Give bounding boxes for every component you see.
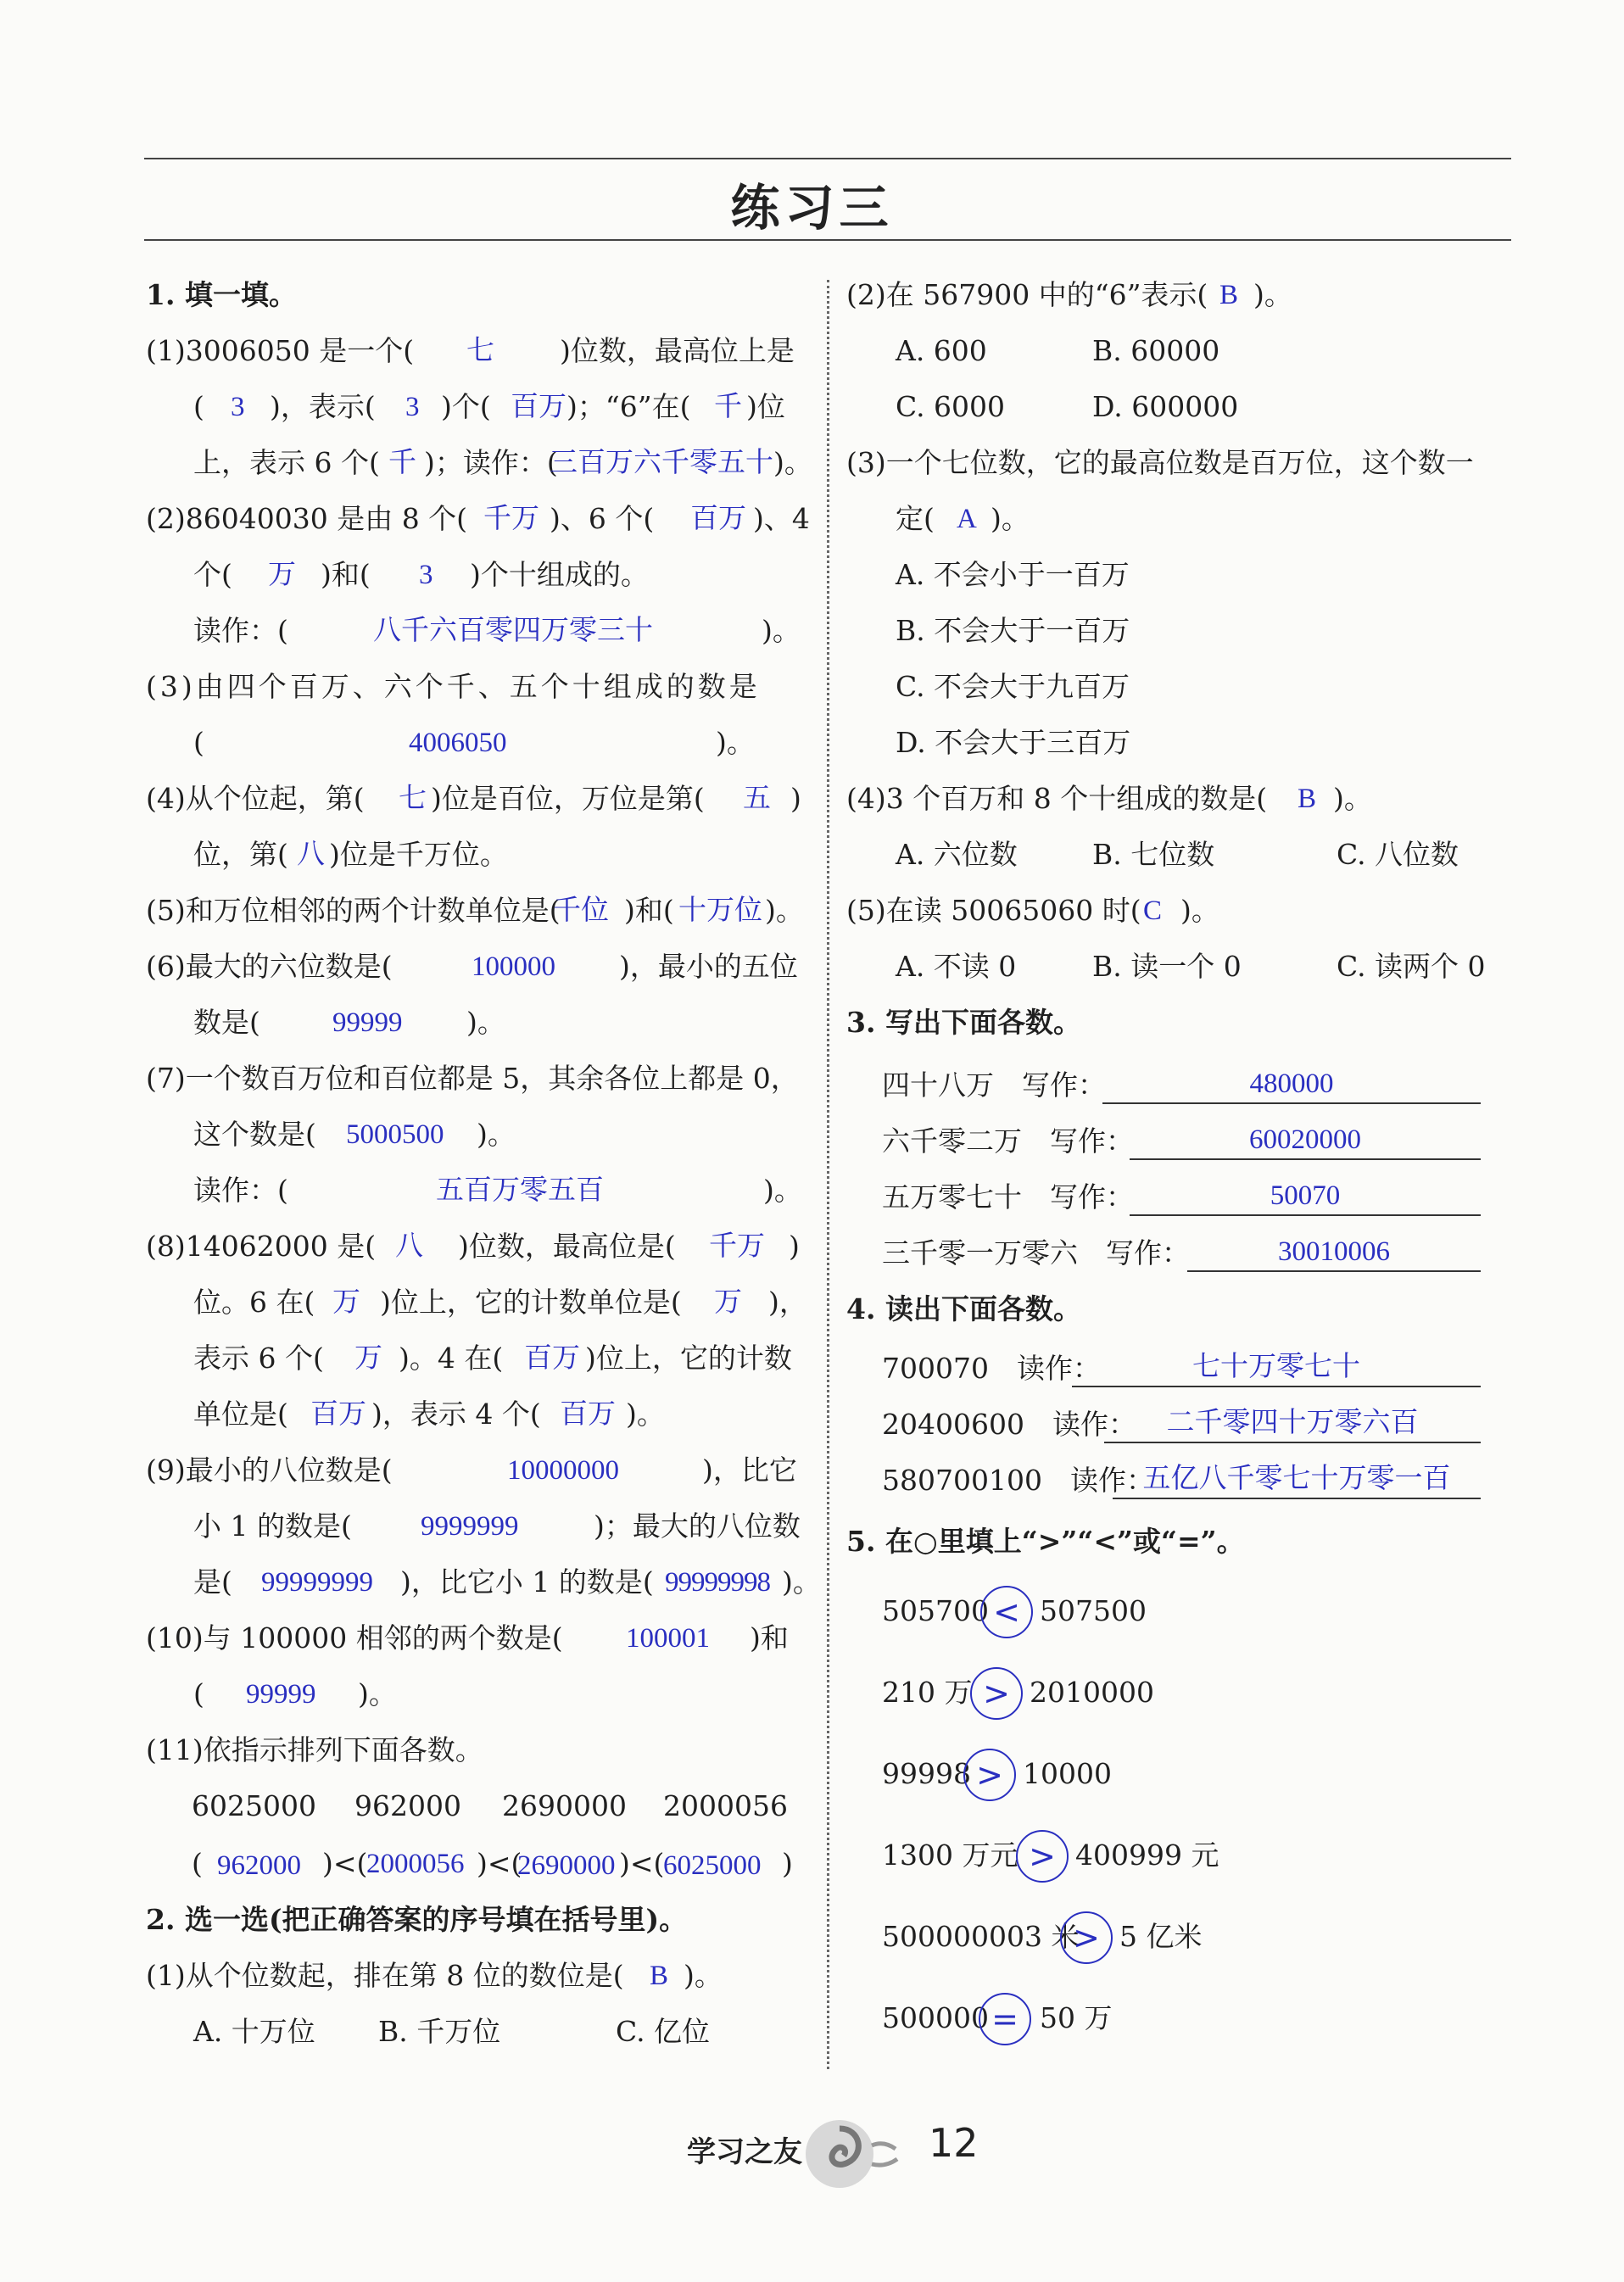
answer: B bbox=[1298, 784, 1317, 814]
answer: 10000000 bbox=[507, 1455, 619, 1486]
footer-brand: 学习之友 bbox=[687, 2135, 802, 2169]
option: B. 不会大于一百万 bbox=[896, 614, 1130, 647]
answer: 五 bbox=[743, 784, 771, 814]
q5-heading: 5. 在○里填上“>”“<”或“=”。 bbox=[846, 1525, 1245, 1558]
answer: 五百万零五百 bbox=[436, 1175, 604, 1206]
answer-line: 480000 bbox=[1102, 1065, 1481, 1104]
answer: 七 bbox=[466, 336, 494, 366]
q1-heading: 1. 填一填。 bbox=[146, 278, 297, 311]
answer: 十万位 bbox=[678, 896, 762, 926]
answer: 4006050 bbox=[409, 728, 507, 758]
answer: 千 bbox=[714, 392, 742, 422]
comparison-circle: < bbox=[980, 1586, 1033, 1638]
answer: 99999998 bbox=[665, 1567, 770, 1598]
answer: 千位 bbox=[553, 896, 609, 926]
answer: 万 bbox=[332, 1287, 360, 1318]
option: D. 600000 bbox=[1092, 390, 1239, 423]
answer: 962000 bbox=[217, 1850, 301, 1881]
title-underline bbox=[144, 239, 1511, 241]
answer: 百万 bbox=[560, 1399, 616, 1430]
option: D. 不会大于三百万 bbox=[896, 726, 1131, 759]
option: C. 读两个 0 bbox=[1337, 950, 1486, 983]
answer: 千万 bbox=[483, 504, 539, 534]
answer: 千万 bbox=[709, 1231, 765, 1262]
option: A. 不读 0 bbox=[896, 950, 1017, 983]
top-rule bbox=[144, 158, 1511, 159]
answer: C bbox=[1143, 896, 1163, 926]
column-divider bbox=[827, 280, 829, 2069]
answer: 百万 bbox=[524, 1343, 580, 1374]
comparison-circle: > bbox=[963, 1749, 1016, 1801]
comparison-circle: > bbox=[1016, 1830, 1069, 1883]
answer: 99999999 bbox=[261, 1567, 373, 1598]
answer-line: 60020000 bbox=[1130, 1121, 1481, 1160]
answer: 万 bbox=[714, 1287, 742, 1318]
answer: 100001 bbox=[626, 1623, 710, 1654]
answer: 99999 bbox=[246, 1679, 316, 1710]
answer: 2690000 bbox=[517, 1850, 616, 1881]
q4-heading: 4. 读出下面各数。 bbox=[846, 1292, 1081, 1325]
answer: 万 bbox=[268, 560, 296, 590]
comparison-circle: > bbox=[1060, 1911, 1113, 1964]
page-number: 12 bbox=[929, 2120, 979, 2166]
answer: 八 bbox=[395, 1231, 423, 1262]
answer-line: 30010006 bbox=[1187, 1233, 1481, 1272]
answer: 八 bbox=[297, 840, 325, 870]
answer: A bbox=[957, 504, 977, 534]
option: C. 6000 bbox=[896, 390, 1006, 423]
option: B. 千万位 bbox=[378, 2015, 501, 2048]
answer: 万 bbox=[354, 1343, 382, 1374]
answer: 七 bbox=[399, 784, 427, 814]
answer: 3 bbox=[231, 392, 245, 422]
option: C. 亿位 bbox=[616, 2015, 711, 2048]
page-title: 练习三 bbox=[730, 179, 894, 237]
answer-line: 五亿八千零七十万零一百 bbox=[1113, 1460, 1481, 1499]
comparison-circle: = bbox=[979, 1993, 1031, 2045]
answer-line: 50070 bbox=[1130, 1177, 1481, 1216]
answer: 三百万六千零五十 bbox=[550, 448, 773, 478]
answer-line: 二千零四十万零六百 bbox=[1104, 1404, 1481, 1443]
answer: B bbox=[1219, 280, 1239, 310]
answer: 百万 bbox=[310, 1399, 366, 1430]
option: A. 不会小于一百万 bbox=[896, 558, 1130, 591]
answer: 2000056 bbox=[366, 1849, 465, 1879]
answer: 5000500 bbox=[346, 1119, 444, 1150]
comparison-circle: > bbox=[970, 1667, 1023, 1720]
option: B. 60000 bbox=[1092, 334, 1220, 367]
answer: 百万 bbox=[690, 504, 746, 534]
q3-heading: 3. 写出下面各数。 bbox=[846, 1006, 1081, 1039]
answer-line: 七十万零七十 bbox=[1072, 1348, 1481, 1387]
option: A. 六位数 bbox=[896, 838, 1018, 871]
answer: B bbox=[650, 1961, 669, 1991]
answer: 100000 bbox=[472, 951, 555, 982]
answer: 9999999 bbox=[421, 1511, 519, 1542]
answer: 6025000 bbox=[663, 1850, 762, 1881]
answer: 3 bbox=[419, 560, 433, 590]
option: A. 600 bbox=[896, 334, 987, 367]
answer: 百万 bbox=[511, 392, 566, 422]
answer: 八千六百零四万零三十 bbox=[373, 616, 653, 646]
option: B. 七位数 bbox=[1092, 838, 1215, 871]
option: A. 十万位 bbox=[193, 2015, 315, 2048]
answer: 千 bbox=[388, 448, 416, 478]
q2-heading: 2. 选一选(把正确答案的序号填在括号里)。 bbox=[146, 1903, 688, 1936]
option: C. 八位数 bbox=[1337, 838, 1459, 871]
option: B. 读一个 0 bbox=[1092, 950, 1242, 983]
answer: 99999 bbox=[332, 1007, 403, 1038]
option: C. 不会大于九百万 bbox=[896, 670, 1130, 703]
answer: 3 bbox=[405, 392, 420, 422]
brand-swirl-icon bbox=[797, 2112, 907, 2196]
